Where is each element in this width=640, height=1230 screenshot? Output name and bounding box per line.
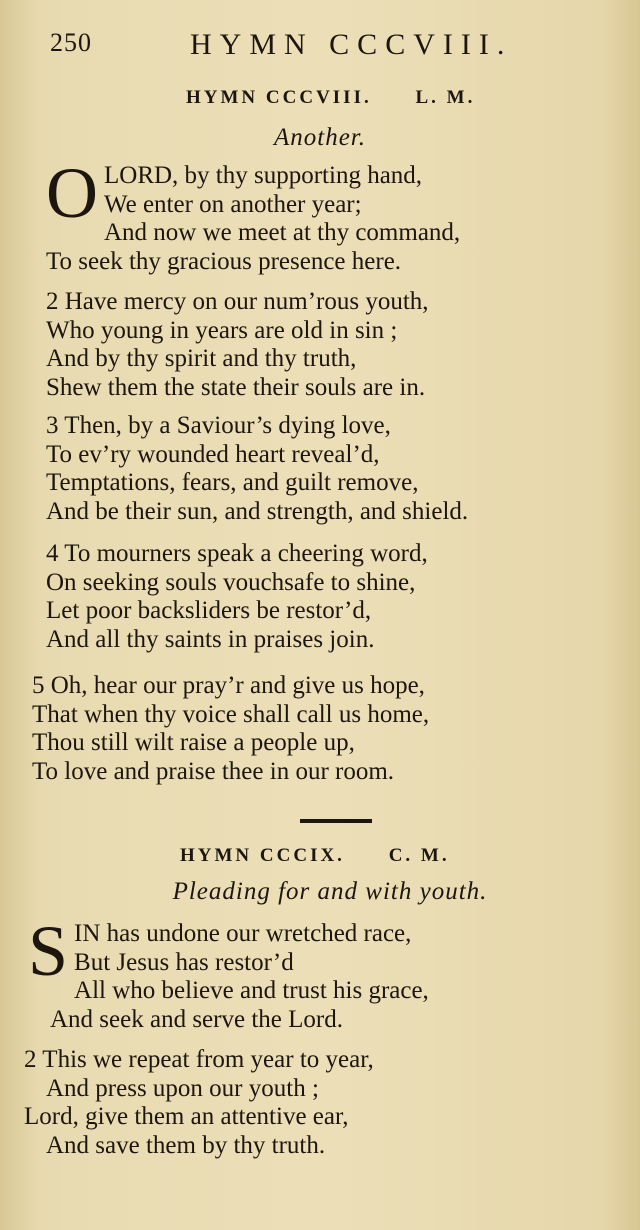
hymn-heading — [0, 845, 640, 867]
verse-line: And press upon our youth ; — [46, 1074, 319, 1102]
verse-line: And be their sun, and strength, and shield. — [46, 497, 469, 525]
hymn-subtitle: Another. — [273, 124, 367, 151]
section-divider — [300, 819, 372, 823]
verse-line: 5 Oh, hear our pray’r and give us hope, — [32, 672, 425, 699]
running-title: HYMN CCCVIII. — [190, 28, 513, 61]
page-number: 250 — [50, 28, 92, 57]
verse-line: IN has undone our wretched race, — [74, 920, 412, 947]
verse-line: 2 Have mercy on our num’rous youth, — [46, 288, 429, 315]
verse-line: To ev’ry wounded heart reveal’d, — [46, 440, 380, 468]
hymn-subtitle: Pleading for and with youth. — [172, 878, 488, 905]
verse-line: To love and praise thee in our room. — [32, 757, 395, 785]
running-head — [0, 28, 640, 68]
verse-line: And all thy saints in praises join. — [46, 625, 375, 653]
verse-line: And save them by thy truth. — [46, 1131, 326, 1159]
verse-line: But Jesus has restor’d — [74, 948, 294, 976]
hymn-heading — [0, 87, 640, 109]
verse-line: And by thy spirit and thy truth, — [46, 345, 357, 372]
verse-line: And now we meet at thy command, — [104, 219, 461, 246]
hymn-number: HYMN CCCIX. — [180, 845, 345, 866]
verse-line: Temptations, fears, and guilt remove, — [46, 469, 419, 496]
verse-line: Shew them the state their souls are in. — [46, 373, 426, 401]
verse-line: Thou still wilt raise a people up, — [32, 729, 355, 756]
stanza — [24, 1046, 594, 1160]
verse-line: Let poor backsliders be restor’d, — [46, 597, 372, 624]
verse-line: LORD, by thy supporting hand, — [104, 162, 423, 189]
hymn-number: HYMN CCCVIII. — [186, 87, 372, 108]
hymn-meter: L. M. — [415, 87, 476, 108]
verse-line: We enter on another year; — [104, 190, 362, 218]
drop-cap: S — [28, 911, 69, 991]
verse-line: That when thy voice shall call us home, — [32, 700, 430, 728]
stanza — [46, 288, 616, 402]
verse-line: Who young in years are old in sin ; — [46, 316, 398, 344]
hymn-meter: C. M. — [388, 845, 450, 866]
verse-line: To seek thy gracious presence here. — [46, 247, 402, 275]
stanza — [46, 412, 616, 526]
verse-line: 3 Then, by a Saviour’s dying love, — [46, 412, 391, 439]
verse-line: All who believe and trust his grace, — [74, 977, 429, 1004]
stanza — [32, 672, 602, 786]
verse-line: 4 To mourners speak a cheering word, — [46, 540, 428, 567]
stanza — [28, 911, 598, 1034]
verse-line: On seeking souls vouchsafe to shine, — [46, 568, 416, 596]
verse-line: Lord, give them an attentive ear, — [24, 1103, 349, 1130]
verse-line: 2 This we repeat from year to year, — [24, 1046, 374, 1073]
stanza — [46, 153, 616, 276]
drop-cap: O — [46, 153, 98, 233]
stanza — [46, 540, 616, 654]
verse-line: And seek and serve the Lord. — [50, 1005, 343, 1033]
